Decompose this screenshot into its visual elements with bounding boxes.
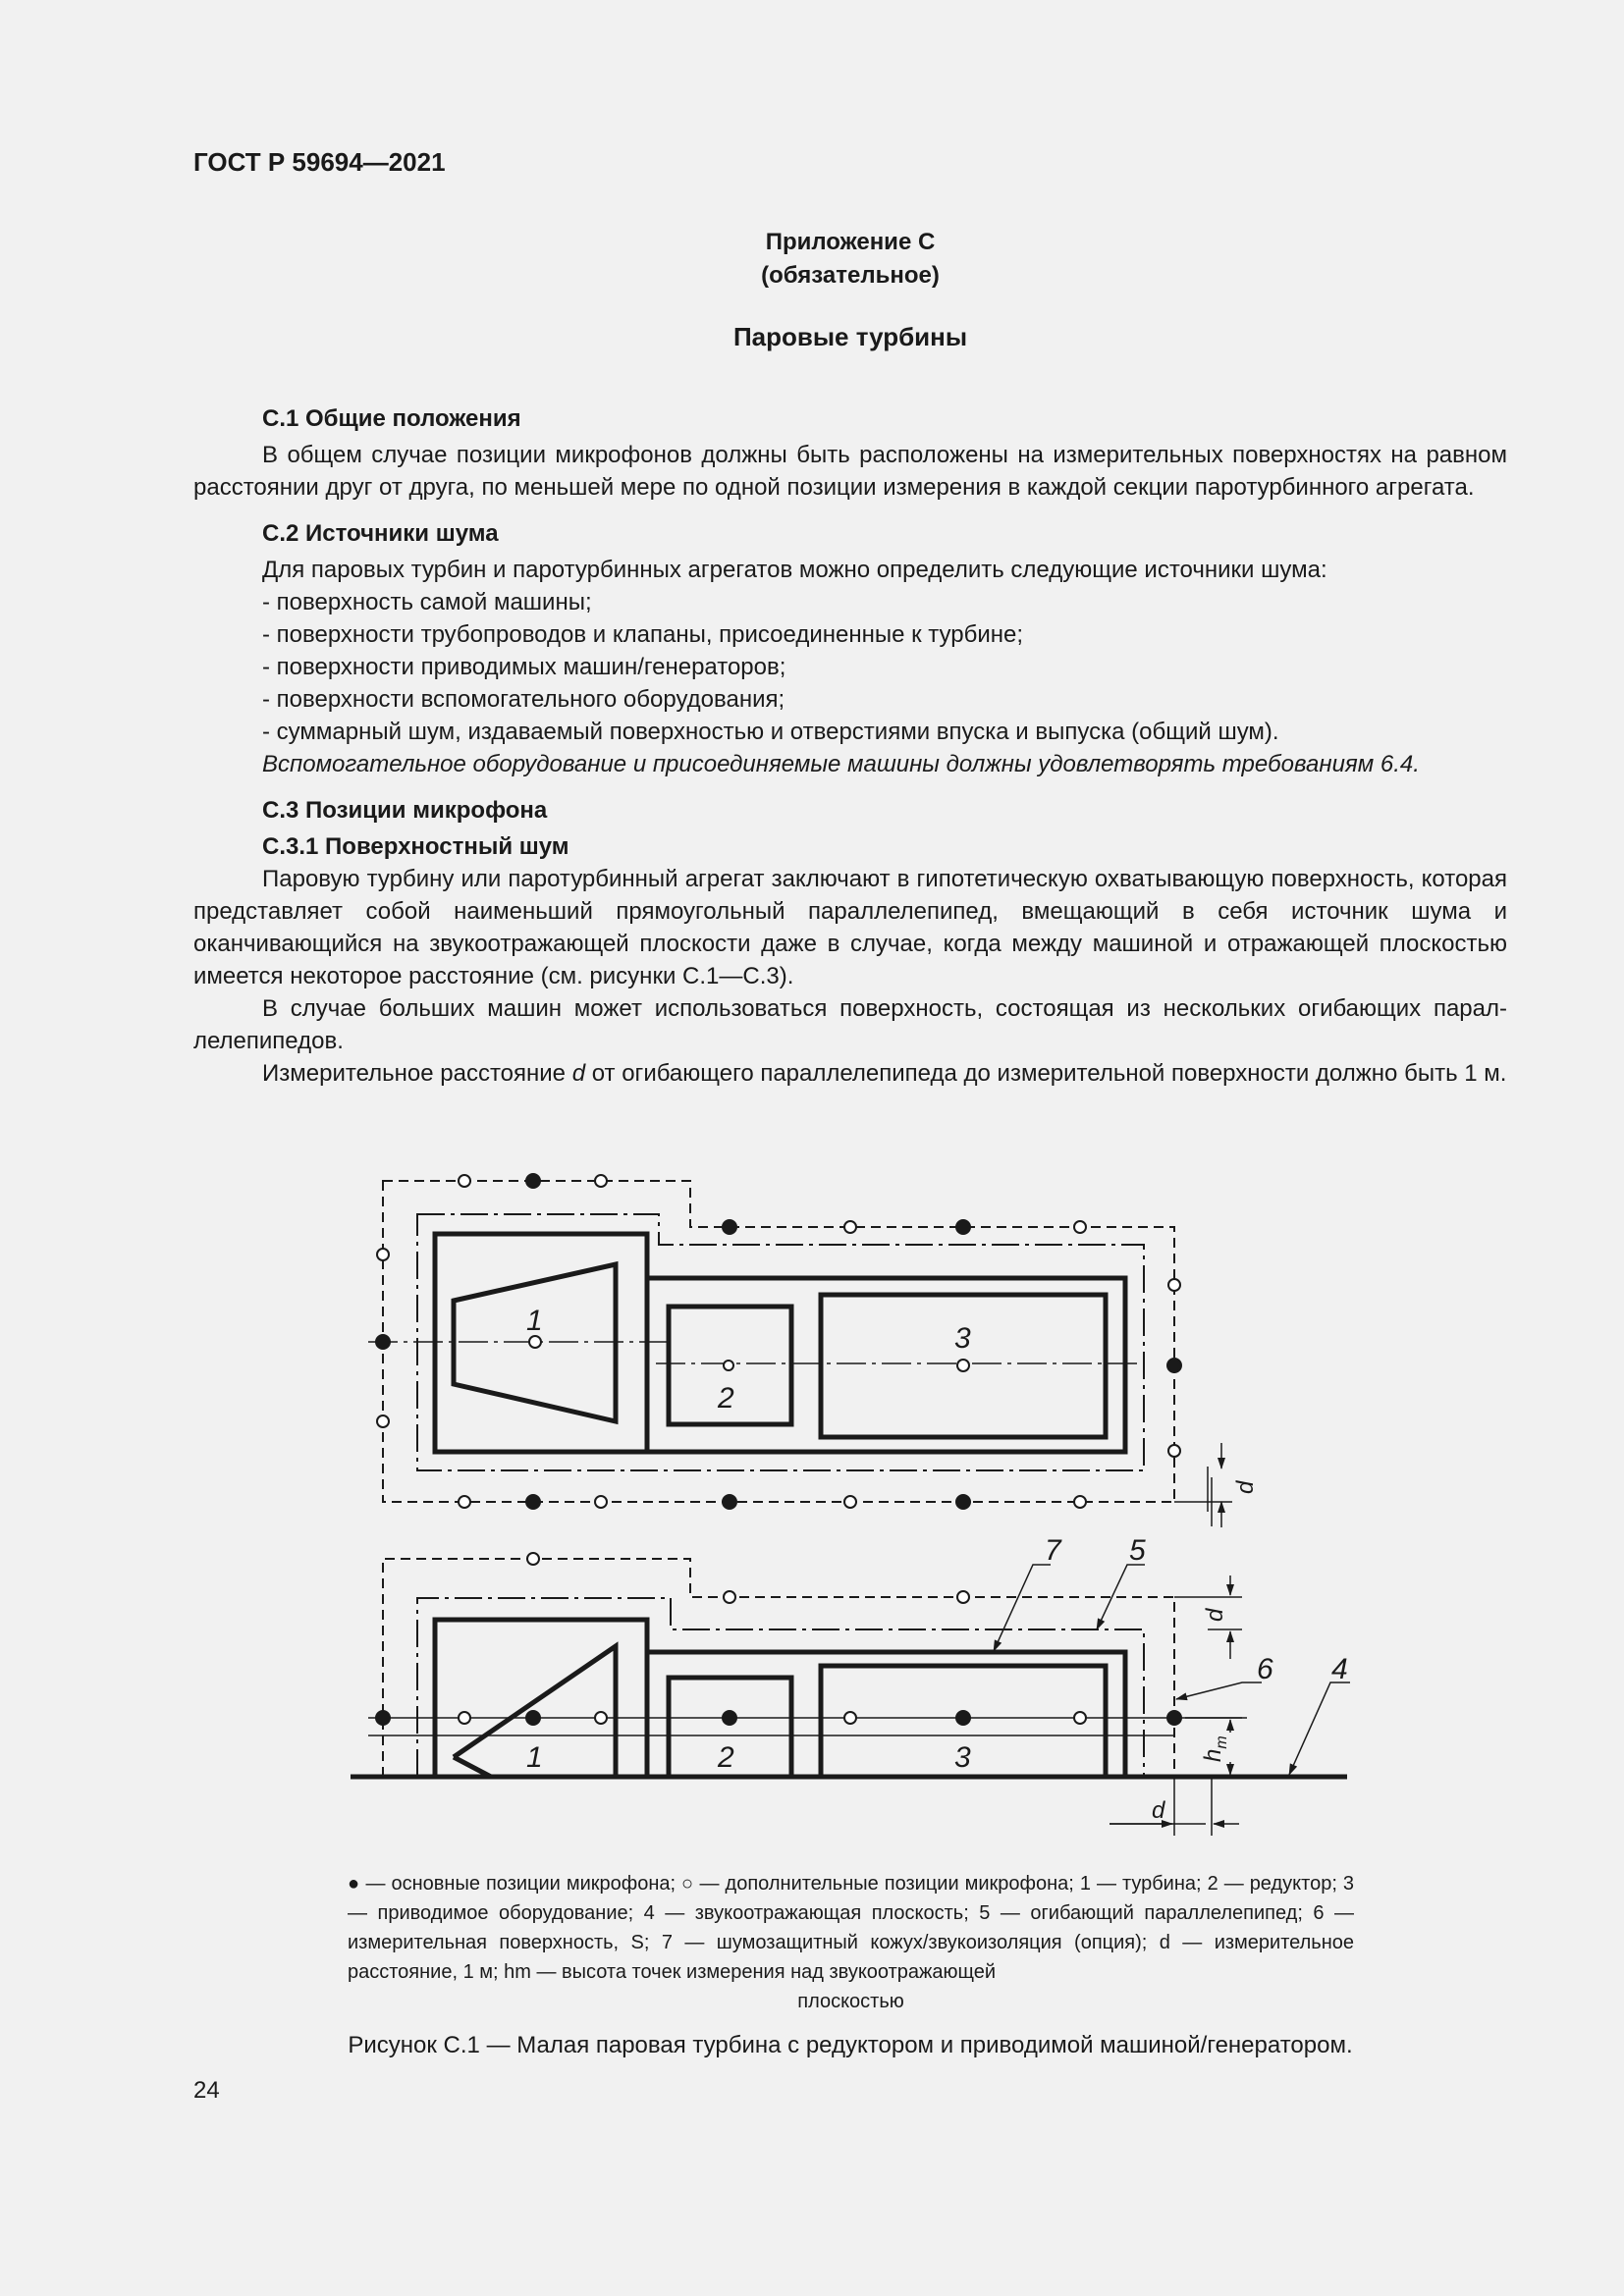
list-item: - поверхности трубопроводов и клапаны, присоединенные к турбине;	[262, 621, 1024, 648]
list-item: - суммарный шум, издаваемый поверхностью и отверстиями впуска и выпуска (общий шум).	[262, 719, 1279, 745]
section-c3-paragraph-3	[193, 1057, 1507, 1090]
label-hm	[1200, 1735, 1230, 1762]
figure-legend	[348, 1869, 1354, 2016]
mic-main	[526, 1711, 540, 1725]
label-1-side: 1	[526, 1741, 543, 1774]
label-7: 7	[1045, 1534, 1061, 1567]
leader-7	[994, 1565, 1051, 1651]
section-c1-paragraph: В общем случае позиции микрофонов должны быть расположены на измерительных поверхностях на равном расстоянии друг от друга, по меньшей мере по одной позиции измерения в каждой секции паротурбинного агрегата.	[193, 442, 1507, 501]
variable-d: d	[571, 1060, 586, 1087]
mic-additional	[377, 1249, 389, 1260]
text-span: Измерительное расстояние	[262, 1060, 572, 1087]
label-6: 6	[1257, 1653, 1273, 1685]
mic-additional	[459, 1496, 470, 1508]
dimension-d-top	[1174, 1467, 1232, 1526]
label-3-top: 3	[954, 1322, 971, 1355]
list-item: - поверхности приводимых машин/генераторов;	[262, 654, 786, 680]
mic-main	[956, 1220, 970, 1234]
leader-4	[1289, 1682, 1350, 1775]
annex-heading: Паровые турбины	[732, 322, 968, 351]
microphone-positions-side	[376, 1553, 1181, 1725]
mic-main	[526, 1495, 540, 1509]
mic-main	[723, 1495, 736, 1509]
mic-main	[376, 1711, 390, 1725]
main-text	[193, 402, 1507, 1090]
section-c3-heading: С.3 Позиции микрофона	[262, 797, 548, 824]
mic-additional	[595, 1712, 607, 1724]
mic-additional	[957, 1360, 969, 1371]
annex-number: Приложение С	[765, 229, 936, 255]
mic-main	[956, 1495, 970, 1509]
list-item: - поверхности вспомогательного оборудования;	[262, 686, 785, 713]
label-d-side-top: d	[1202, 1608, 1228, 1622]
mic-main	[956, 1711, 970, 1725]
mic-additional	[844, 1712, 856, 1724]
mic-main	[1167, 1359, 1181, 1372]
legend-text-end: плоскостью	[797, 1991, 904, 2012]
section-c3-1-heading: С.3.1 Поверхностный шум	[262, 833, 569, 860]
mic-additional	[529, 1336, 541, 1348]
mic-additional	[527, 1553, 539, 1565]
label-d-top: d	[1232, 1480, 1259, 1494]
mic-main	[376, 1335, 390, 1349]
mic-additional	[1168, 1279, 1180, 1291]
section-c2-note: Вспомогательное оборудование и присоединяемые машины должны удовлетворять требованиям 6.4.	[262, 751, 1420, 777]
label-2-top: 2	[718, 1382, 734, 1415]
turbine-figure	[334, 1163, 1365, 1850]
label-1-top: 1	[526, 1305, 543, 1337]
mic-additional	[459, 1175, 470, 1187]
label-4: 4	[1331, 1653, 1348, 1685]
annex-title	[193, 226, 1507, 293]
mic-additional	[957, 1591, 969, 1603]
mic-main	[1167, 1711, 1181, 1725]
mic-additional	[595, 1496, 607, 1508]
mic-additional	[844, 1496, 856, 1508]
mic-additional	[1074, 1496, 1086, 1508]
legend-text: ● — основные позиции микрофона; ○ — дополнительные позиции микрофона; 1 — турбина; 2 — редуктор; 3 — приводимое оборудование; 4 — звукоотражающая плоскость; 5 — огибающий параллелепипед; 6 — измерительная поверхность, S; 7 — шумозащитный кожух/звукоизоляция (опция); d — измерительное расстояние, 1 м; hm — высота точек измерения над звукоотражающей	[348, 1873, 1354, 1983]
section-c2-heading: С.2 Источники шума	[262, 520, 499, 547]
label-h: h	[1200, 1748, 1226, 1762]
label-5: 5	[1129, 1534, 1146, 1567]
section-c2-intro: Для паровых турбин и паротурбинных агрегатов можно определить следующие источники шума:	[262, 557, 1327, 583]
page-number: 24	[193, 2077, 220, 2104]
mic-main	[526, 1174, 540, 1188]
mic-additional	[1168, 1445, 1180, 1457]
mic-additional	[1074, 1712, 1086, 1724]
centerline-top	[368, 1342, 1144, 1363]
section-c3-paragraph-2: В случае больших машин может использоваться поверхность, состоящая из нескольких огибающих параллелепипедов.	[193, 995, 1507, 1054]
text-span: от огибающего параллелепипеда до измерительной поверхности должно быть 1 м.	[585, 1060, 1507, 1087]
label-m: m	[1214, 1735, 1230, 1749]
section-c1-heading: С.1 Общие положения	[262, 405, 521, 432]
leader-6	[1176, 1682, 1262, 1699]
label-d-side: d	[1152, 1797, 1165, 1824]
list-item: - поверхность самой машины;	[262, 589, 592, 615]
mic-additional	[1074, 1221, 1086, 1233]
annex-status: (обязательное)	[761, 262, 940, 289]
mic-additional	[724, 1361, 733, 1370]
mic-additional	[459, 1712, 470, 1724]
mic-additional	[377, 1415, 389, 1427]
mic-main	[723, 1711, 736, 1725]
document-code: ГОСТ Р 59694—2021	[193, 147, 446, 177]
section-c3-paragraph-1: Паровую турбину или паротурбинный агрегат заключают в гипотетическую охватывающую поверхность, которая представляет собой наименьший прямоугольный параллелепипед, вмещающий в себя источник шума и оканчивающийся на звукоотражающей плоскости даже в случае, когда между машиной и отражающей плоскостью имеется некоторое расстояние (см. рисунки С.1—С.3).	[193, 866, 1507, 989]
label-3-side: 3	[954, 1741, 971, 1774]
mic-additional	[724, 1591, 735, 1603]
mic-additional	[844, 1221, 856, 1233]
label-2-side: 2	[718, 1741, 734, 1774]
mic-main	[723, 1220, 736, 1234]
mic-additional	[595, 1175, 607, 1187]
figure-caption: Рисунок С.1 — Малая паровая турбина с редуктором и приводимой машиной/генератором.	[348, 2032, 1353, 2058]
